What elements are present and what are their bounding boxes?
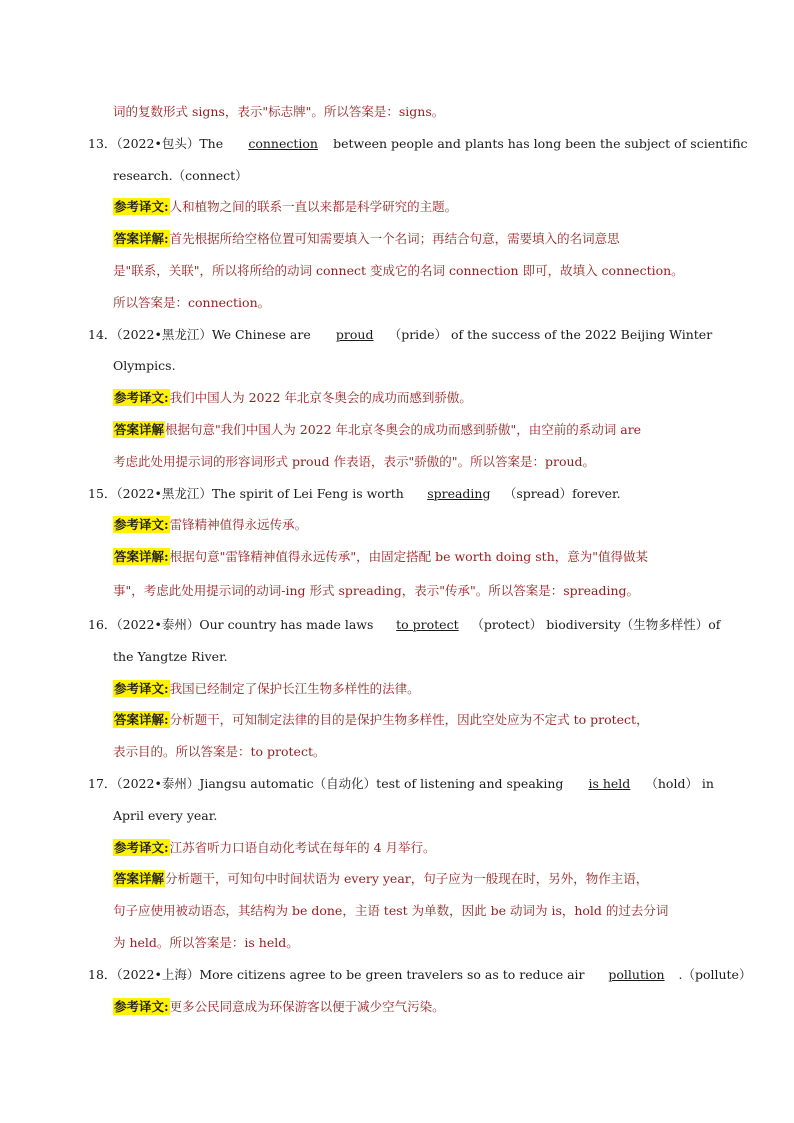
question-text: 14．（2022•黑龙江）We Chinese are: [88, 326, 311, 342]
question-text: 16．（2022•泰州）Our country has made laws: [88, 616, 374, 632]
translation-text: 我国已经制定了保护长江生物多样性的法律。: [169, 680, 420, 696]
question-13: [88, 128, 748, 160]
explanation-text: 分析题干，可知制定法律的目的是保护生物多样性，因此空处应为不定式 to protect，: [169, 712, 649, 728]
translation-line: [88, 191, 708, 223]
explanation-text: 事"，考虑此处用提示词的动词-ing 形式 spreading，表示"传承"。所以答案是：spreading。: [113, 582, 640, 598]
question-text: 13．（2022•包头）The: [88, 135, 224, 151]
document-content: [88, 96, 752, 1022]
translation-text: 江苏省听力口语自动化考试在每年的 4 月举行。: [169, 839, 436, 855]
question-text: the Yangtze River.: [113, 648, 228, 664]
answer-blank: proud: [335, 326, 374, 342]
explanation-text: 首先根据所给空格位置可知需要填入一个名词；再结合句意，需要填入的名词意思: [169, 231, 620, 247]
explanation-text: 根据句意"雷锋精神值得永远传承"，由固定搭配 be worth doing sth，意为"值得做某: [169, 549, 649, 565]
answer-blank: spreading: [427, 485, 491, 501]
translation-text: 更多公民同意成为环保游客以便于减少空气污染。: [169, 998, 445, 1014]
translation-label: 参考译文:: [114, 390, 169, 406]
question-16: [88, 609, 721, 641]
question-text: Olympics.: [113, 358, 176, 374]
explanation-text: 为 held。所以答案是：is held。: [113, 934, 299, 950]
explanation-line: [88, 414, 708, 446]
question-text: （spread）forever.: [503, 485, 621, 501]
question-text: .（pollute）: [678, 966, 752, 982]
explanation-line: [88, 704, 708, 736]
translation-text: 人和植物之间的联系一直以来都是科学研究的主题。: [169, 199, 458, 215]
explanation-text: 是"联系，关联"，所以将所给的动词 connect 变成它的名词 connection 即可，故填入 connection。: [113, 262, 684, 278]
translation-label: 参考译文:: [114, 680, 169, 696]
question-text: （pride） of the success of the 2022 Beijing Winter: [388, 326, 713, 342]
question-text: 15．（2022•黑龙江）The spirit of Lei Feng is worth: [88, 485, 404, 501]
translation-label: 参考译文:: [114, 199, 169, 215]
explanation-label: 答案详解:: [114, 712, 169, 728]
translation-text: 雷锋精神值得永远传承。: [169, 517, 308, 533]
translation-line: [88, 673, 708, 705]
explanation-line: [88, 863, 708, 895]
question-17: [88, 768, 714, 800]
answer-blank: to protect: [396, 616, 459, 632]
question-text: 17．（2022•泰州）Jiangsu automatic（自动化）test of listening and speaking: [88, 775, 564, 791]
question-text: 18．（2022•上海）More citizens agree to be green travelers so as to reduce air: [88, 966, 585, 982]
explanation-text: 分析题干，可知句中时间状语为 every year，句子应为一般现在时，另外，物作主语，: [165, 871, 649, 887]
translation-label: 参考译文:: [114, 998, 169, 1014]
question-14: [88, 319, 713, 351]
question-text: between people and plants has long been the subject of scientific: [333, 135, 748, 151]
question-text: April every year.: [113, 807, 218, 823]
explanation-label: 答案详解: [114, 871, 165, 887]
answer-blank: pollution: [608, 966, 665, 982]
translation-line: [88, 509, 708, 541]
answer-blank: connection: [248, 135, 318, 151]
explanation-text: 句子应使用被动语态，其结构为 be done，主语 test 为单数，因此 be 动词为 is，hold 的过去分词: [113, 903, 669, 919]
answer-blank: is held: [588, 775, 631, 791]
question-text: research.（connect）: [113, 167, 248, 183]
question-text: （hold） in: [645, 775, 714, 791]
question-15: [88, 478, 708, 510]
translation-line: [88, 382, 708, 414]
question-18: [88, 959, 752, 991]
explanation-text: 词的复数形式 signs，表示"标志牌"。所以答案是：signs。: [113, 104, 445, 119]
translation-line: [88, 991, 708, 1023]
translation-text: 我们中国人为 2022 年北京冬奥会的成功而感到骄傲。: [169, 390, 472, 406]
explanation-text: 考虑此处用提示词的形容词形式 proud 作表语，表示"骄傲的"。所以答案是：proud。: [113, 453, 596, 469]
explanation-text: 所以答案是：connection。: [113, 294, 271, 310]
explanation-label: 答案详解:: [114, 231, 169, 247]
explanation-text: 根据句意"我们中国人为 2022 年北京冬奥会的成功而感到骄傲"，由空前的系动词 are: [165, 421, 642, 437]
translation-label: 参考译文:: [114, 517, 169, 533]
explanation-text: 表示目的。所以答案是：to protect。: [113, 744, 326, 760]
translation-line: [88, 832, 708, 864]
translation-label: 参考译文:: [114, 839, 169, 855]
explanation-label: 答案详解:: [114, 549, 169, 565]
question-text: （protect） biodiversity（生物多样性）of: [471, 616, 721, 632]
explanation-label: 答案详解: [114, 421, 165, 437]
explanation-line: [88, 223, 708, 255]
explanation-line: [88, 541, 708, 573]
